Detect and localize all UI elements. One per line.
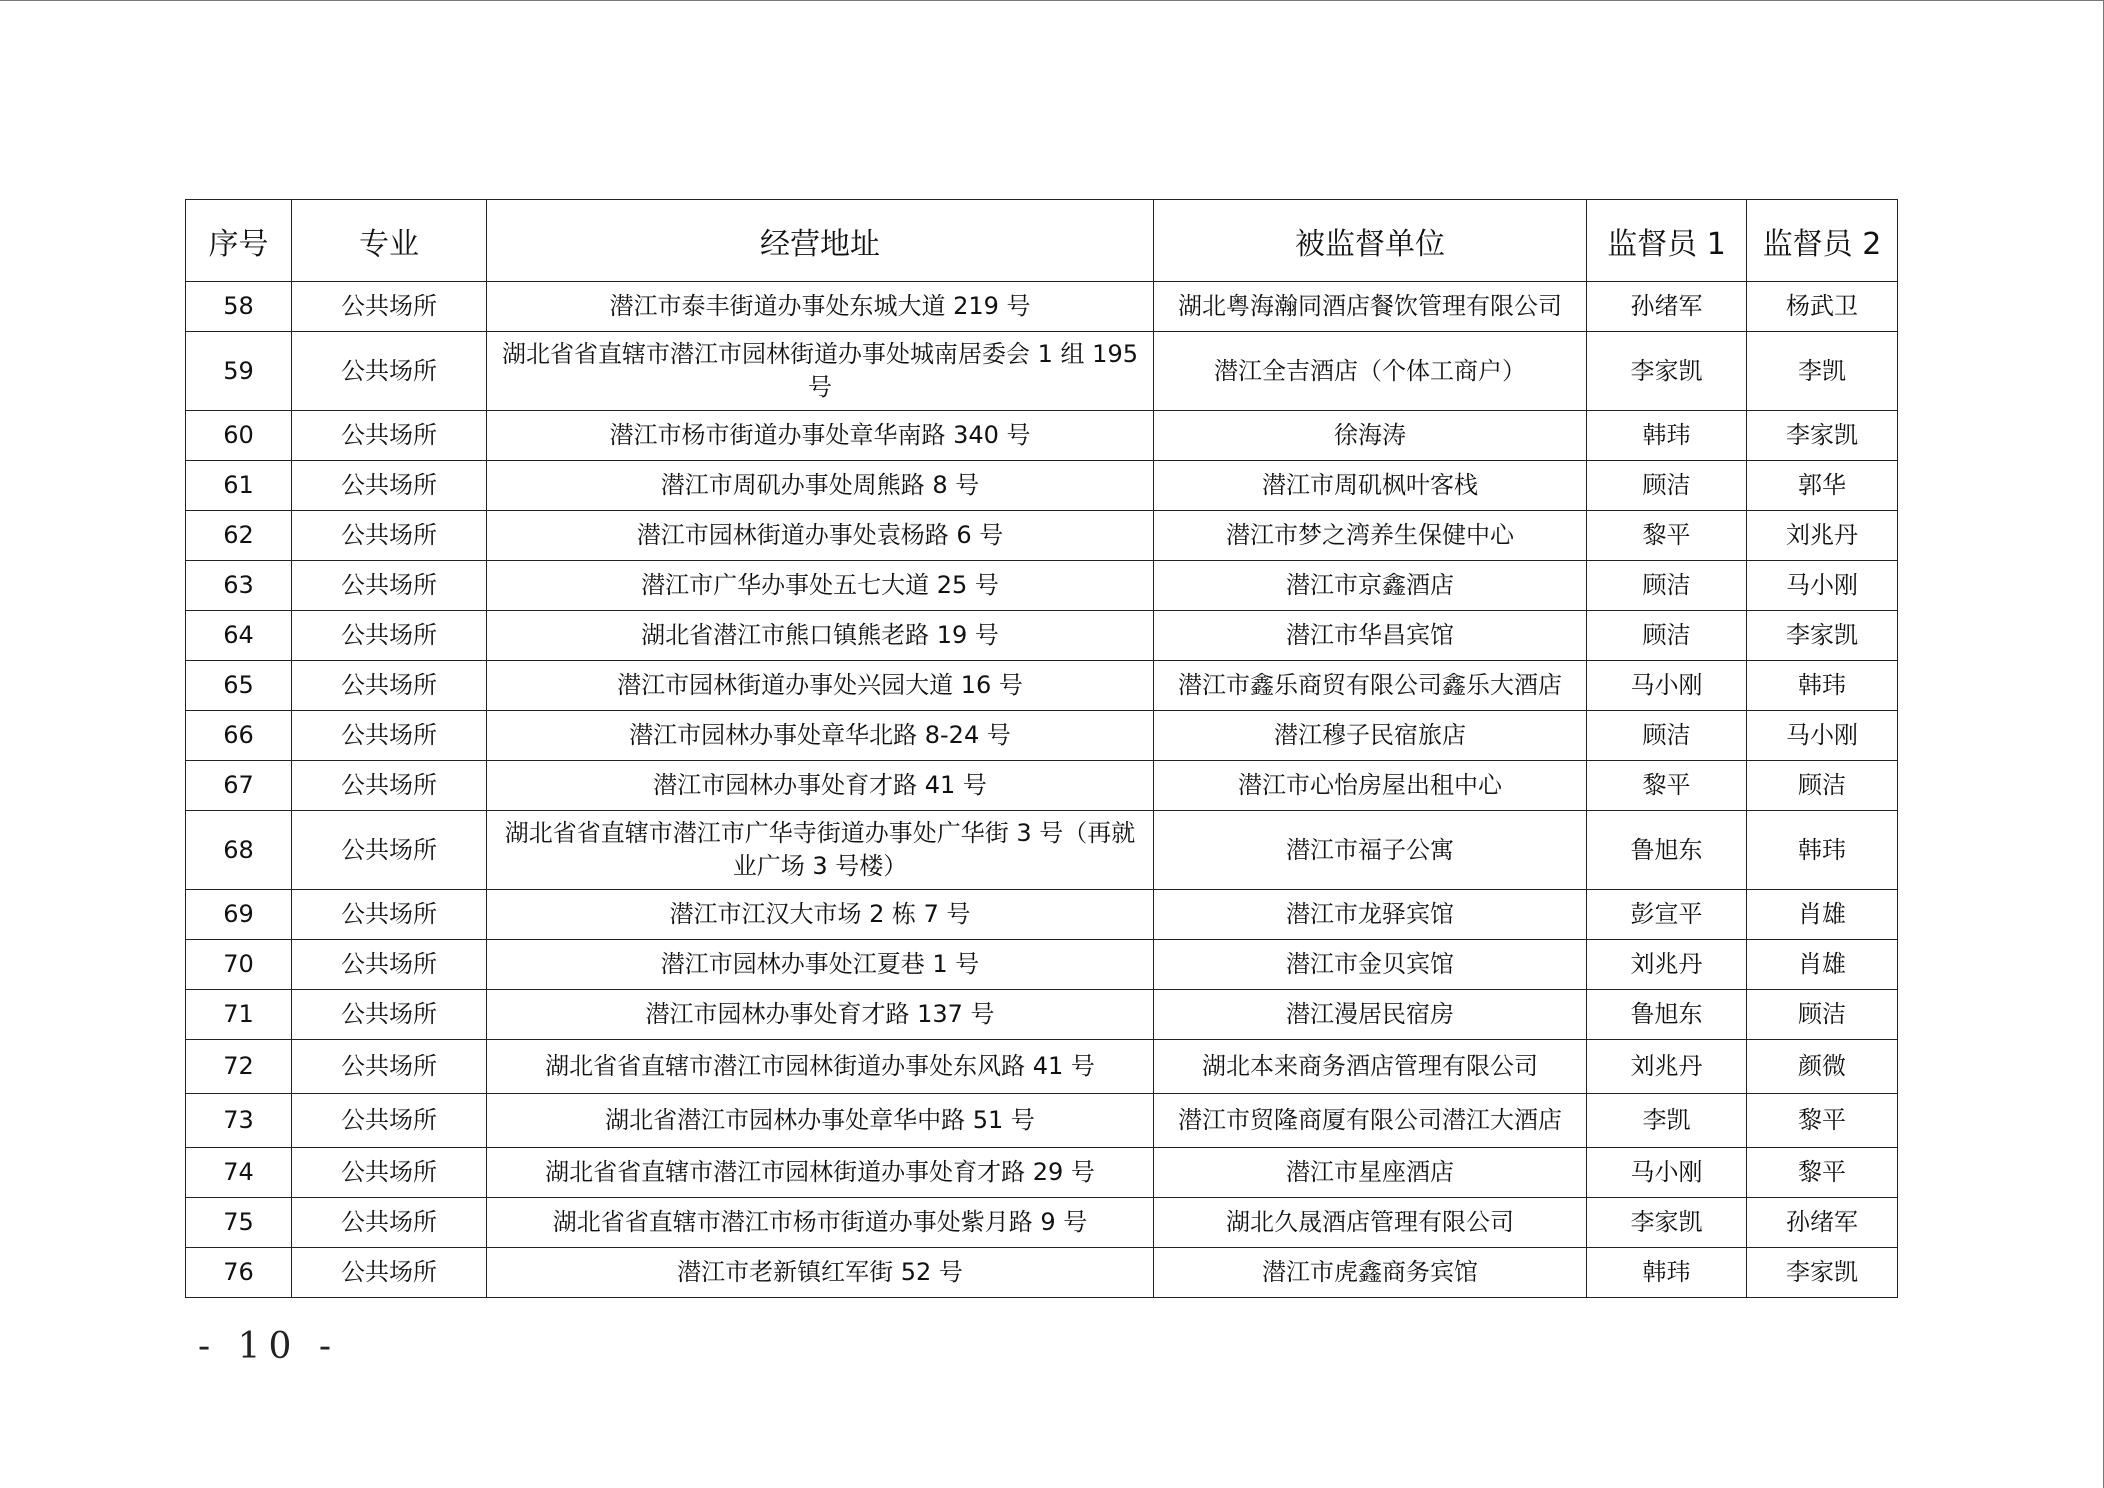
cell-inspector-1: 黎平 xyxy=(1587,761,1747,811)
cell-category: 公共场所 xyxy=(292,1094,487,1148)
cell-address: 潜江市广华办事处五七大道 25 号 xyxy=(487,561,1154,611)
cell-inspector-2: 韩玮 xyxy=(1747,811,1898,890)
cell-inspector-1: 顾洁 xyxy=(1587,711,1747,761)
cell-inspector-1: 李凯 xyxy=(1587,1094,1747,1148)
table-row xyxy=(186,511,1898,561)
cell-unit: 潜江市贸隆商厦有限公司潜江大酒店 xyxy=(1154,1094,1587,1148)
cell-inspector-1: 韩玮 xyxy=(1587,1248,1747,1298)
supervision-table xyxy=(185,199,1898,1298)
cell-category: 公共场所 xyxy=(292,811,487,890)
table-row xyxy=(186,1248,1898,1298)
cell-serial-number: 72 xyxy=(186,1040,292,1094)
cell-unit: 潜江全吉酒店（个体工商户） xyxy=(1154,332,1587,411)
table-header-row xyxy=(186,200,1898,282)
cell-unit: 潜江市虎鑫商务宾馆 xyxy=(1154,1248,1587,1298)
table-row xyxy=(186,282,1898,332)
cell-unit: 潜江市心怡房屋出租中心 xyxy=(1154,761,1587,811)
cell-inspector-1: 李家凯 xyxy=(1587,1198,1747,1248)
cell-inspector-2: 李家凯 xyxy=(1747,411,1898,461)
cell-serial-number: 69 xyxy=(186,890,292,940)
cell-serial-number: 70 xyxy=(186,940,292,990)
cell-serial-number: 59 xyxy=(186,332,292,411)
table-row xyxy=(186,1148,1898,1198)
cell-inspector-1: 马小刚 xyxy=(1587,1148,1747,1198)
cell-unit: 湖北久晟酒店管理有限公司 xyxy=(1154,1198,1587,1248)
cell-category: 公共场所 xyxy=(292,1248,487,1298)
table-row xyxy=(186,411,1898,461)
cell-inspector-1: 彭宣平 xyxy=(1587,890,1747,940)
cell-address: 湖北省潜江市园林办事处章华中路 51 号 xyxy=(487,1094,1154,1148)
cell-inspector-2: 黎平 xyxy=(1747,1148,1898,1198)
cell-inspector-1: 马小刚 xyxy=(1587,661,1747,711)
cell-inspector-2: 马小刚 xyxy=(1747,561,1898,611)
cell-address: 湖北省省直辖市潜江市杨市街道办事处紫月路 9 号 xyxy=(487,1198,1154,1248)
table-row xyxy=(186,811,1898,890)
cell-address: 潜江市园林办事处育才路 137 号 xyxy=(487,990,1154,1040)
table-row xyxy=(186,711,1898,761)
cell-unit: 潜江市鑫乐商贸有限公司鑫乐大酒店 xyxy=(1154,661,1587,711)
cell-unit: 潜江市梦之湾养生保健中心 xyxy=(1154,511,1587,561)
cell-category: 公共场所 xyxy=(292,461,487,511)
cell-unit: 潜江市周矶枫叶客栈 xyxy=(1154,461,1587,511)
cell-unit: 湖北本来商务酒店管理有限公司 xyxy=(1154,1040,1587,1094)
cell-category: 公共场所 xyxy=(292,1148,487,1198)
cell-address: 湖北省省直辖市潜江市广华寺街道办事处广华街 3 号（再就业广场 3 号楼） xyxy=(487,811,1154,890)
cell-inspector-2: 郭华 xyxy=(1747,461,1898,511)
cell-address: 潜江市泰丰街道办事处东城大道 219 号 xyxy=(487,282,1154,332)
cell-address: 潜江市园林办事处育才路 41 号 xyxy=(487,761,1154,811)
cell-address: 潜江市园林办事处江夏巷 1 号 xyxy=(487,940,1154,990)
page-number: - 10 - xyxy=(198,1326,340,1367)
table-body xyxy=(186,282,1898,1298)
cell-inspector-2: 肖雄 xyxy=(1747,890,1898,940)
cell-inspector-2: 黎平 xyxy=(1747,1094,1898,1148)
cell-address: 湖北省省直辖市潜江市园林街道办事处育才路 29 号 xyxy=(487,1148,1154,1198)
table-row xyxy=(186,561,1898,611)
cell-unit: 湖北粤海瀚同酒店餐饮管理有限公司 xyxy=(1154,282,1587,332)
cell-inspector-1: 顾洁 xyxy=(1587,461,1747,511)
cell-serial-number: 63 xyxy=(186,561,292,611)
cell-inspector-1: 黎平 xyxy=(1587,511,1747,561)
cell-inspector-2: 肖雄 xyxy=(1747,940,1898,990)
cell-category: 公共场所 xyxy=(292,761,487,811)
cell-inspector-2: 李家凯 xyxy=(1747,1248,1898,1298)
table-row xyxy=(186,332,1898,411)
table-row xyxy=(186,940,1898,990)
cell-inspector-2: 孙绪军 xyxy=(1747,1198,1898,1248)
table-row xyxy=(186,461,1898,511)
cell-inspector-2: 顾洁 xyxy=(1747,990,1898,1040)
cell-unit: 潜江市福子公寓 xyxy=(1154,811,1587,890)
table-row xyxy=(186,890,1898,940)
cell-inspector-2: 颜微 xyxy=(1747,1040,1898,1094)
cell-address: 潜江市园林街道办事处兴园大道 16 号 xyxy=(487,661,1154,711)
cell-inspector-1: 鲁旭东 xyxy=(1587,990,1747,1040)
cell-serial-number: 58 xyxy=(186,282,292,332)
cell-unit: 潜江漫居民宿房 xyxy=(1154,990,1587,1040)
cell-category: 公共场所 xyxy=(292,611,487,661)
cell-inspector-1: 李家凯 xyxy=(1587,332,1747,411)
cell-serial-number: 74 xyxy=(186,1148,292,1198)
header-category: 专业 xyxy=(292,200,487,282)
table-row xyxy=(186,761,1898,811)
cell-address: 湖北省省直辖市潜江市园林街道办事处城南居委会 1 组 195 号 xyxy=(487,332,1154,411)
cell-address: 湖北省潜江市熊口镇熊老路 19 号 xyxy=(487,611,1154,661)
cell-category: 公共场所 xyxy=(292,661,487,711)
cell-inspector-2: 韩玮 xyxy=(1747,661,1898,711)
header-supervised-unit: 被监督单位 xyxy=(1154,200,1587,282)
cell-category: 公共场所 xyxy=(292,511,487,561)
cell-serial-number: 71 xyxy=(186,990,292,1040)
table-row xyxy=(186,1094,1898,1148)
cell-address: 潜江市杨市街道办事处章华南路 340 号 xyxy=(487,411,1154,461)
header-serial-number: 序号 xyxy=(186,200,292,282)
cell-category: 公共场所 xyxy=(292,282,487,332)
table-row xyxy=(186,661,1898,711)
cell-inspector-1: 刘兆丹 xyxy=(1587,940,1747,990)
cell-serial-number: 66 xyxy=(186,711,292,761)
cell-category: 公共场所 xyxy=(292,411,487,461)
cell-inspector-1: 鲁旭东 xyxy=(1587,811,1747,890)
cell-serial-number: 61 xyxy=(186,461,292,511)
cell-category: 公共场所 xyxy=(292,561,487,611)
cell-category: 公共场所 xyxy=(292,990,487,1040)
cell-unit: 潜江市星座酒店 xyxy=(1154,1148,1587,1198)
cell-serial-number: 75 xyxy=(186,1198,292,1248)
cell-address: 潜江市周矶办事处周熊路 8 号 xyxy=(487,461,1154,511)
cell-inspector-1: 孙绪军 xyxy=(1587,282,1747,332)
cell-inspector-1: 刘兆丹 xyxy=(1587,1040,1747,1094)
cell-unit: 潜江市金贝宾馆 xyxy=(1154,940,1587,990)
cell-inspector-1: 顾洁 xyxy=(1587,611,1747,661)
cell-address: 潜江市老新镇红军街 52 号 xyxy=(487,1248,1154,1298)
cell-unit: 潜江市龙驿宾馆 xyxy=(1154,890,1587,940)
cell-address: 潜江市园林办事处章华北路 8-24 号 xyxy=(487,711,1154,761)
cell-address: 潜江市园林街道办事处袁杨路 6 号 xyxy=(487,511,1154,561)
cell-inspector-2: 刘兆丹 xyxy=(1747,511,1898,561)
page-top-border xyxy=(0,0,2104,1)
cell-serial-number: 73 xyxy=(186,1094,292,1148)
table-row xyxy=(186,1040,1898,1094)
header-inspector-2: 监督员 2 xyxy=(1747,200,1898,282)
cell-category: 公共场所 xyxy=(292,1198,487,1248)
cell-inspector-1: 顾洁 xyxy=(1587,561,1747,611)
cell-inspector-2: 杨武卫 xyxy=(1747,282,1898,332)
cell-address: 湖北省省直辖市潜江市园林街道办事处东风路 41 号 xyxy=(487,1040,1154,1094)
cell-serial-number: 62 xyxy=(186,511,292,561)
cell-serial-number: 67 xyxy=(186,761,292,811)
cell-serial-number: 60 xyxy=(186,411,292,461)
table-row xyxy=(186,611,1898,661)
cell-inspector-1: 韩玮 xyxy=(1587,411,1747,461)
cell-unit: 潜江市京鑫酒店 xyxy=(1154,561,1587,611)
cell-inspector-2: 顾洁 xyxy=(1747,761,1898,811)
cell-inspector-2: 李家凯 xyxy=(1747,611,1898,661)
table-row xyxy=(186,990,1898,1040)
cell-category: 公共场所 xyxy=(292,332,487,411)
cell-address: 潜江市江汉大市场 2 栋 7 号 xyxy=(487,890,1154,940)
cell-inspector-2: 马小刚 xyxy=(1747,711,1898,761)
cell-inspector-2: 李凯 xyxy=(1747,332,1898,411)
cell-serial-number: 64 xyxy=(186,611,292,661)
header-business-address: 经营地址 xyxy=(487,200,1154,282)
cell-category: 公共场所 xyxy=(292,890,487,940)
cell-serial-number: 68 xyxy=(186,811,292,890)
table-row xyxy=(186,1198,1898,1248)
cell-serial-number: 76 xyxy=(186,1248,292,1298)
cell-unit: 潜江市华昌宾馆 xyxy=(1154,611,1587,661)
cell-unit: 潜江穆子民宿旅店 xyxy=(1154,711,1587,761)
cell-category: 公共场所 xyxy=(292,940,487,990)
cell-serial-number: 65 xyxy=(186,661,292,711)
cell-category: 公共场所 xyxy=(292,711,487,761)
cell-unit: 徐海涛 xyxy=(1154,411,1587,461)
cell-category: 公共场所 xyxy=(292,1040,487,1094)
header-inspector-1: 监督员 1 xyxy=(1587,200,1747,282)
